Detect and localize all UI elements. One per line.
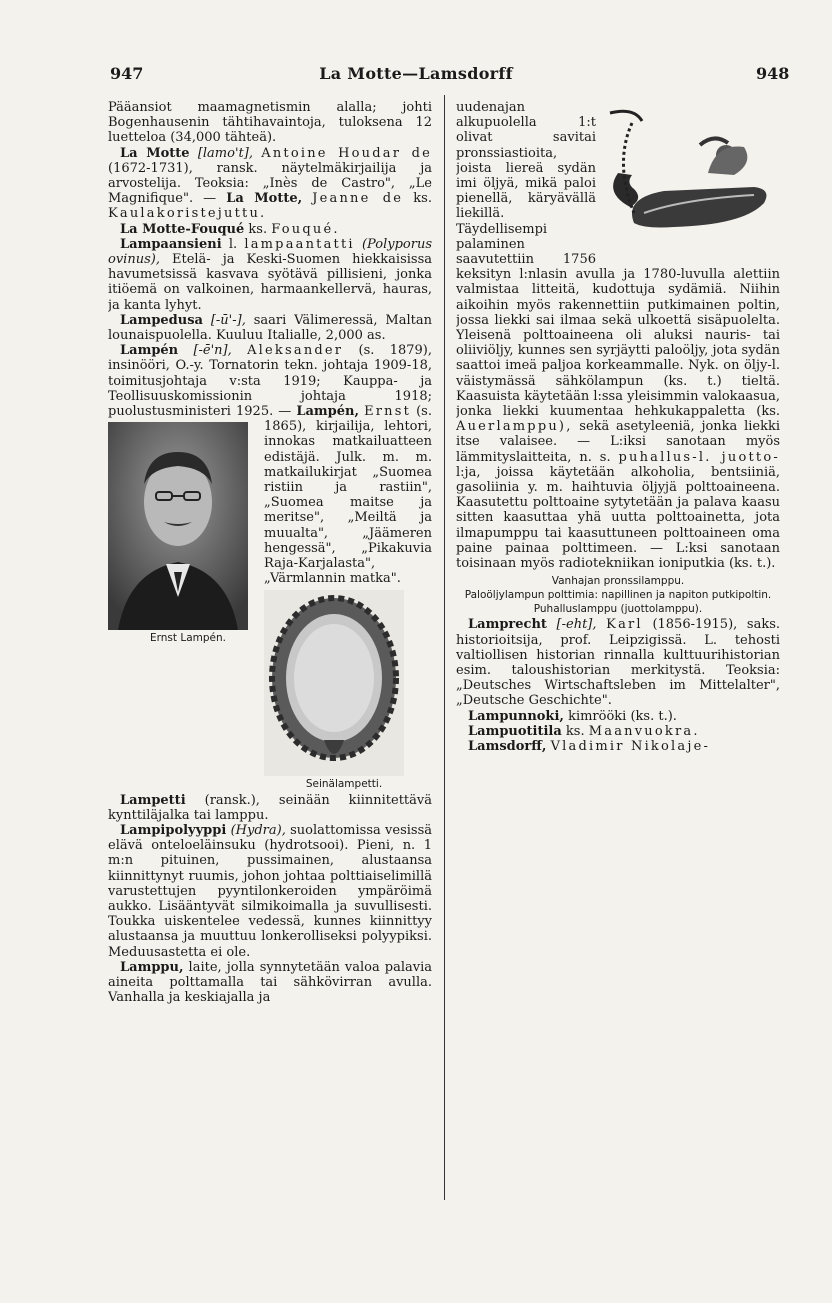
term: puhallus-l. juotto- xyxy=(618,449,780,465)
person-name: Jeanne de xyxy=(312,191,404,207)
headword: La Motte-Fouqué xyxy=(120,221,245,237)
entry-lampen xyxy=(108,343,432,645)
caption-line: napillinen ja napiton xyxy=(601,589,709,602)
person-name: Antoine Houdar de xyxy=(261,145,432,161)
cross-reference: Kaulakoristejuttu. xyxy=(108,206,267,222)
headword: La Motte xyxy=(120,145,190,161)
pronunciation: [-ē'n], xyxy=(193,343,232,359)
page-number-right: 948 xyxy=(756,64,790,83)
entry-text: laite, jolla synnytetään valoa palavia aineita polttamalla tai sähkövirran avulla. Vanhalla ja keskiajalla ja xyxy=(108,959,432,1006)
entry-text: (ransk.), seinään kiinnitettävä kynttiläjalka tai lamppu. xyxy=(108,792,432,823)
figure-captions-group xyxy=(456,575,780,615)
headword: Lamprecht xyxy=(468,617,547,633)
entry-text: ks. xyxy=(248,221,268,237)
headword: La Motte, xyxy=(226,191,303,207)
pronunciation: [-ū'-], xyxy=(210,312,246,328)
entry-text: (s. 1879), insinööri, O.-y. Tornatorin tekn. johtaja 1909-18, toimitusjohtaja v:sta 1919; Kauppa- ja Teollisuuskomissionin johtaja 1918; puolustusministeri 1925. — xyxy=(108,343,432,420)
running-head: La Motte—Lamsdorff xyxy=(319,64,513,83)
paragraph xyxy=(456,100,780,571)
entry-text: suolattomissa vesissä elävä onteloeläinsuku (hydrotsooi). Pieni, n. 1 m:n pituinen, pussimainen, alustaansa kiinnittynyt ruumis, johon johtaa polttiaiselimillä varustettujen pyyntilonkeroiden ympäröimä aukko. Lisääntyvät silmikoimalla ja suvullisesti. Toukka uiskentelee vedessä, kunnes kiinnittyy alustaansa ja muuttuu lonkerolliseksi polyypiksi. Meduusastetta ei ole. xyxy=(108,822,432,960)
cross-reference: Auerlamppu), xyxy=(456,419,573,435)
person-name: Karl xyxy=(606,617,643,633)
entry-text: (1672-1731), ransk. näytelmäkirjailija ja arvostelija. Teoksia: „Inès de Castro", „Le Magnifique". — xyxy=(108,160,432,207)
entry-lampunnoki xyxy=(456,709,780,724)
entry-lampedusa xyxy=(108,313,432,343)
entry-text: ks. xyxy=(413,191,432,207)
page-number-left: 947 xyxy=(110,64,144,83)
cross-reference: Fouqué. xyxy=(271,221,340,237)
paragraph-text: sekä asetyleeniä, jonka liekki itse valaisee. — L:iksi sanotaan myös lämmityslaitteita, n. s. xyxy=(456,419,780,465)
headword: Lamppu, xyxy=(120,959,184,975)
entry-text: ks. xyxy=(565,723,585,739)
latin-name: (Hydra), xyxy=(230,822,286,838)
entry-lampipolyyppi xyxy=(108,823,432,960)
pronunciation: [-eht], xyxy=(556,617,597,633)
figure-caption: Ernst Lampén. xyxy=(150,632,226,645)
headword: Lamsdorff, xyxy=(468,738,547,754)
figure-seinalampetti xyxy=(264,590,412,790)
figure-bronze-lamp xyxy=(604,103,780,253)
paragraph-text: l:ja, joissa käytetään alkoholia, bentsiiniä, gasoliinia y. m. haihtuvia öljyjä polttoaineena. Kaasutettu polttoaine sytytetään ja palava kaasu sitten kaasuttaa yhä uutta polttoainetta, jota ilmapumppu tai kaasuttuneen polttoaineen oma paine painaa polttimeen. — L:ksi sanotaan toisinaan myös radiotekniikan ioniputkia (ks. t.). xyxy=(456,464,780,572)
caption-line: Paloöljylampun polttimia: xyxy=(464,589,599,602)
entry-lamppu xyxy=(108,960,432,1006)
entry-text: kimrööki (ks. t.). xyxy=(568,708,677,724)
caption-blowtorch: Puhalluslamppu (juottolamppu). xyxy=(533,603,703,616)
alt-term: lampaantatti xyxy=(244,236,355,252)
column-divider xyxy=(444,95,445,1200)
paragraph-text: uudenajan alkupuolella 1:t olivat savitai pronssiastioita, joista liereä sydän imi öljyä, mikä paloi pienellä, käryävällä liekillä. Täydellisempi palaminen saavutettiin 1756 keksityn l:nlasin avulla ja 1780-luvulla alettiin valmistaa litteitä, kudottuja sydämiä. Niihin aikoihin myös rakennettiin putkimainen poltin, jossa liekki sai ilmaa sekä ulkoettä sisäpuolelta. Yleisenä polttoaineena oli aluksi nauris- tai oliiviöljy, kunnes sen syrjäytti paloöljy, jota sydän saattoi imeä paljoa korkeammalle. Nyk. on öljy-l. väistymässä sähkölampun (ks. t.) tieltä. Kaasuista käytetään l:ssa yleisimmin valokaasua, jonka liekki kuumentaa hehkukappaletta (ks. xyxy=(456,100,780,420)
entry-la-motte-fouque xyxy=(108,222,432,237)
caption-bronze-lamp: Vanhajan pronssilamppu. xyxy=(551,575,685,588)
entry-la-motte xyxy=(108,146,432,222)
pronunciation: [lamo't], xyxy=(197,145,253,161)
person-name: Ernst xyxy=(364,404,412,420)
figure-ernst-lampen xyxy=(108,422,256,644)
portrait-photo xyxy=(108,422,248,630)
person-name: Vladimir Nikolaje- xyxy=(550,738,711,754)
headword: Lampedusa xyxy=(120,312,203,328)
entry-lamprecht xyxy=(456,617,780,708)
cross-reference: Maanvuokra. xyxy=(588,723,700,739)
entry-text: saari Välimeressä, Maltan lounaispuolella. Kuuluu Italialle, 2,000 as. xyxy=(108,312,432,344)
entry-lamsdorff xyxy=(456,739,780,754)
figure-caption: Seinälampetti. xyxy=(305,777,383,790)
caption-line: putkipoltin. xyxy=(711,589,772,602)
entry-text: l. xyxy=(228,236,238,252)
headword: Lampén xyxy=(120,343,179,359)
person-name: Aleksander xyxy=(247,343,344,359)
right-column xyxy=(456,100,780,1203)
headword: Lampetti xyxy=(120,792,186,808)
headword: Lampunnoki, xyxy=(468,708,564,724)
headword: Lampén, xyxy=(296,404,359,420)
headword: Lampipolyyppi xyxy=(120,822,227,838)
entry-text: (s. 1865), kirjailija, lehtori, innokas matkailuatteen edistäjä. Julk. m. m. matkailukirjat „Suomea ristiin ja rastiin", „Suomea maitse ja meritse", „Meiltä ja muualta", „Jäämeren hengessä", „Pikakuvia Raja-Karjalasta", „Värmlannin matka". xyxy=(264,404,432,587)
headword: Lampuotitila xyxy=(468,723,562,739)
entry-text: (1856-1915), saks. historioitsija, prof. Leipzigissä. L. tehosti valtiollisen historian rinnalla kulttuurihistorian esim. taloushistorian merkitystä. Teoksia: „Deutsches Wirtschaftsleben im Mittelalter", „Deutsche Geschichte". xyxy=(456,617,780,709)
entry-text: Etelä- ja Keski-Suomen hiekkaisissa havumetsissä kasvava syötävä pillisieni, jonka itiöemä on valkoinen, harmaankellervä, hauras, ja kanta lyhyt. xyxy=(108,252,432,313)
entry-lampuotitila xyxy=(456,724,780,739)
bronze-lamp-drawing xyxy=(604,103,776,253)
left-column xyxy=(108,100,432,1203)
wall-sconce-photo xyxy=(264,590,404,776)
headword: Lampaansieni xyxy=(120,236,222,252)
caption-burners xyxy=(456,589,780,601)
entry-lampaansieni xyxy=(108,237,432,313)
latin-name: (Polyporus ovinus), xyxy=(108,236,432,268)
paragraph: Pääansiot maamagnetismin alalla; johti Bogenhausenin tähtihavaintoja, tuloksena 12 luetteloa (34,000 tähteä). xyxy=(108,100,432,146)
